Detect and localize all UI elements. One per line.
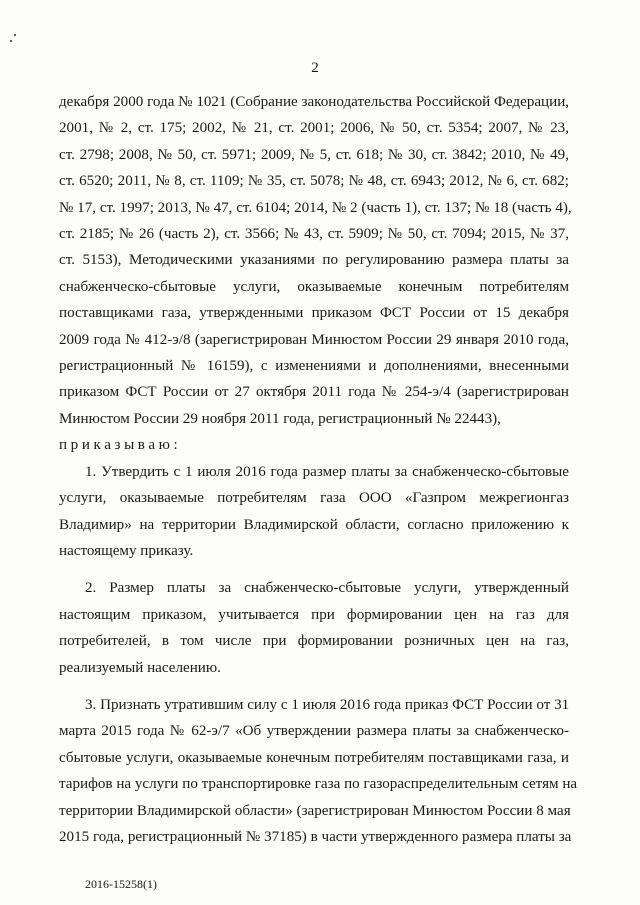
text-line: декабря 2000 года № 1021 (Собрание законодательства Российской Федерации, xyxy=(59,94,570,110)
text-line: № 17, ст. 1997; 2013, № 47, ст. 6104; 2014, № 2 (часть 1), ст. 137; № 18 (часть 4), xyxy=(59,199,572,216)
text-line: регистрационный № 16159), с изменениями и дополнениями, внесенными xyxy=(59,358,569,375)
item3-line: тарифов на услуги по транспортировке газа по газораспределительным сетям на xyxy=(59,776,578,793)
item3-line: марта 2015 года № 62-э/7 «Об утверждении размера платы за снабженческо- xyxy=(59,723,569,740)
order-word: приказываю: xyxy=(59,437,182,454)
item3-line: 3. Признать утратившим силу с 1 июля 2016 года приказ ФСТ России от 31 xyxy=(85,696,570,713)
item1-line: услуги, оказываемые потребителям газа ООО «Газпром межрегионгаз xyxy=(59,490,569,507)
document-code: 2016-15258(1) xyxy=(85,877,157,891)
item3-line: 2015 года, регистрационный № 37185) в части утвержденного размера платы за xyxy=(59,828,572,845)
text-line: приказом ФСТ России от 27 октября 2011 года № 254-э/4 (зарегистрирован xyxy=(59,384,569,401)
item2-line: настоящим приказом, учитывается при формировании цен на газ для xyxy=(59,606,569,623)
text-line: ст. 2185; № 26 (часть 2), ст. 3566; № 43, ст. 5909; № 50, ст. 7094; 2015, № 37, xyxy=(59,226,569,243)
item2-line: реализуемый населению. xyxy=(59,659,221,676)
text-line: 2001, № 2, ст. 175; 2002, № 21, ст. 2001; 2006, № 50, ст. 5354; 2007, № 23, xyxy=(59,120,569,137)
item2-line: 2. Размер платы за снабженческо-сбытовые услуги, утвержденный xyxy=(85,580,569,597)
item1-line: 1. Утвердить с 1 июля 2016 года размер платы за снабженческо-сбытовые xyxy=(85,463,569,480)
item2-line: потребителей, в том числе при формировании розничных цен на газ, xyxy=(59,633,569,650)
scan-artifact xyxy=(14,34,16,36)
text-line: Минюстом России 29 ноября 2011 года, регистрационный № 22443), xyxy=(59,410,501,427)
text-line: ст. 6520; 2011, № 8, ст. 1109; № 35, ст. 5078; № 48, ст. 6943; 2012, № 6, ст. 682; xyxy=(59,173,569,190)
text-line: ст. 2798; 2008, № 50, ст. 5971; 2009, № 5, ст. 618; № 30, ст. 3842; 2010, № 49, xyxy=(59,146,569,163)
text-line: ст. 5153), Методическими указаниями по регулированию размера платы за xyxy=(59,252,569,269)
scan-artifact xyxy=(10,40,12,42)
item1-line: Владимир» на территории Владимирской области, согласно приложению к xyxy=(59,516,569,533)
text-line: 2009 года № 412-э/8 (зарегистрирован Минюстом России 29 января 2010 года, xyxy=(59,331,569,348)
item3-line: территории Владимирской области» (зарегистрирован Минюстом России 8 мая xyxy=(59,802,571,819)
item1-line: настоящему приказу. xyxy=(59,542,194,559)
text-line: снабженческо-сбытовые услуги, оказываемые конечным потребителям xyxy=(59,278,569,295)
item3-line: сбытовые услуги, оказываемые конечным потребителям поставщиками газа, и xyxy=(59,749,569,766)
document-body xyxy=(59,89,578,850)
text-line: поставщиками газа, утвержденными приказом ФСТ России от 15 декабря xyxy=(59,305,569,322)
page-number: 2 xyxy=(311,60,319,76)
